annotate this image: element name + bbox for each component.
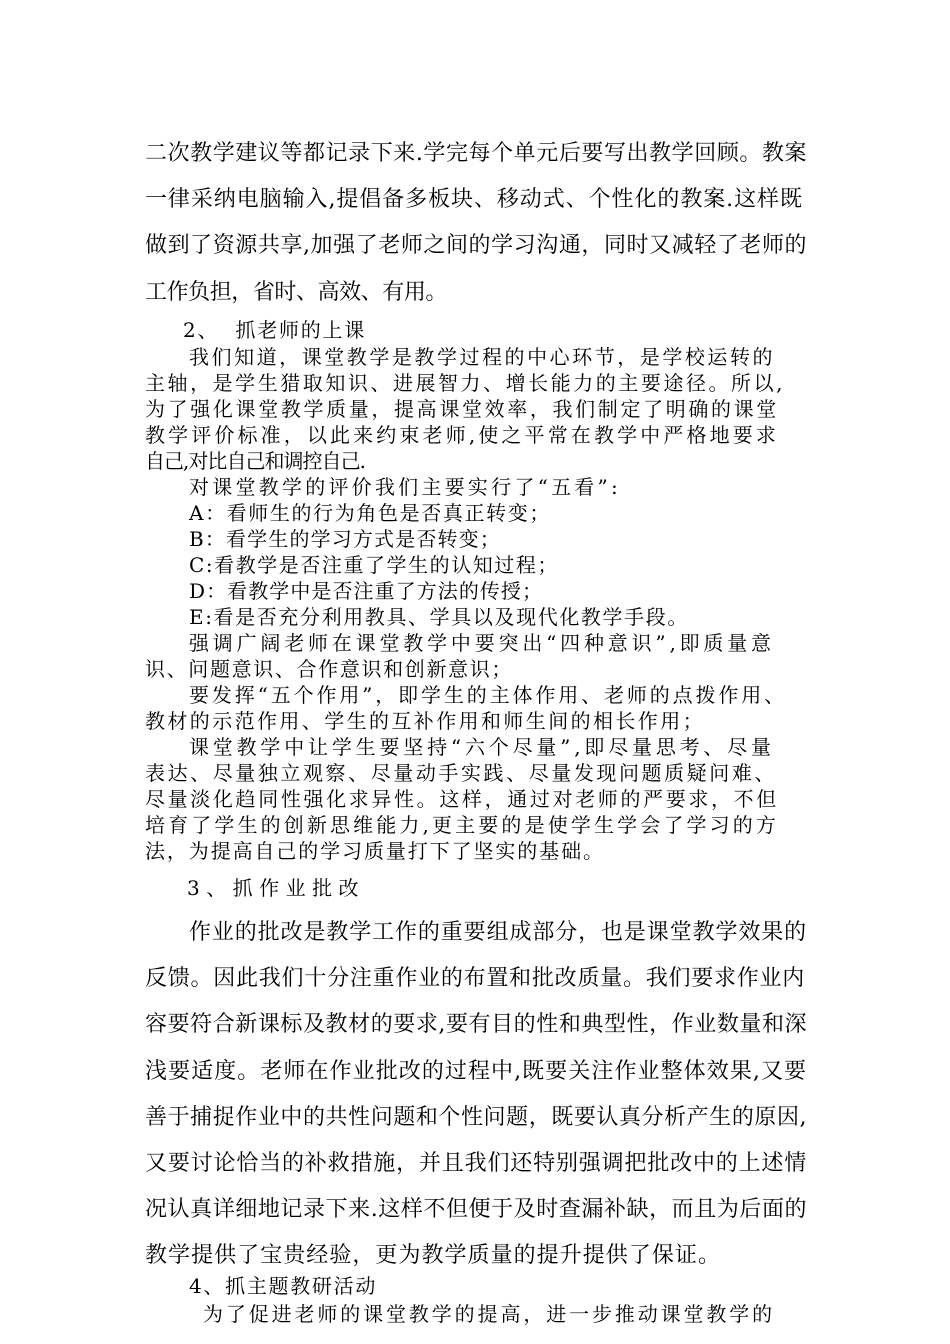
- paragraph-line: 为了促进老师的课堂教学的提高，进一步推动课堂教学的: [203, 1302, 775, 1326]
- paragraph-line: 反馈。因此我们十分注重作业的布置和批改质量。我们要求作业内: [145, 966, 806, 991]
- paragraph-line: 容要符合新课标及教材的要求,要有目的性和典型性，作业数量和深: [145, 1012, 808, 1037]
- paragraph-line: 自己,对比自己和调控自己.: [145, 449, 365, 473]
- list-item: A：看师生的行为角色是否真正转变；: [189, 501, 551, 525]
- paragraph-line: 教学评价标准，以此来约束老师,使之平常在教学中严格地要求: [145, 423, 779, 447]
- paragraph-line: 又要讨论恰当的补救措施，并且我们还特别强调把批改中的上述情: [145, 1151, 808, 1176]
- paragraph-line: 作业的批改是教学工作的重要组成部分，也是课堂教学效果的: [189, 920, 808, 945]
- list-item: C:看教学是否注重了学生的认知过程；: [189, 553, 559, 577]
- list-item: E:看是否充分利用教具、学具以及现代化教学手段。: [189, 605, 689, 629]
- list-item: B：看学生的学习方式是否转变；: [189, 527, 501, 551]
- paragraph-line: 教学提供了宝贵经验，更为教学质量的提升提供了保证。: [145, 1243, 722, 1268]
- section-heading: 2、 抓老师的上课: [183, 318, 366, 342]
- paragraph-line: 课堂教学中让学生要坚持“六个尽量”,即尽量思考、尽量: [189, 735, 775, 759]
- paragraph-line: 强调广阔老师在课堂教学中要突出“四种意识”,即质量意: [189, 631, 775, 655]
- paragraph-line: 为了强化课堂教学质量，提高课堂效率，我们制定了明确的课堂: [145, 397, 779, 421]
- paragraph-line: 识、问题意识、合作意识和创新意识；: [145, 657, 514, 681]
- section-heading: 4、抓主题教研活动: [189, 1274, 378, 1298]
- paragraph-line: 法，为提高自己的学习质量打下了坚实的基础。: [145, 839, 605, 863]
- list-item: D：看教学中是否注重了方法的传授；: [189, 579, 544, 603]
- paragraph-line: 工作负担，省时、高效、有用。: [145, 280, 447, 305]
- paragraph-line: 要发挥“五个作用”，即学生的主体作用、老师的点拨作用、: [189, 683, 787, 707]
- paragraph-line: 主轴，是学生猎取知识、进展智力、增长能力的主要途径。所以,: [145, 371, 786, 395]
- paragraph-line: 浅要适度。老师在作业批改的过程中,既要关注作业整体效果,又要: [145, 1059, 808, 1084]
- paragraph-line: 况认真详细地记录下来.这样不但便于及时查漏补缺，而且为后面的: [145, 1197, 808, 1222]
- paragraph-line: 做到了资源共享,加强了老师之间的学习沟通，同时又减轻了老师的: [145, 233, 808, 258]
- paragraph-line: 二次教学建议等都记录下来.学完每个单元后要写出教学回顾。教案: [145, 141, 808, 166]
- paragraph-line: 对课堂教学的评价我们主要实行了“五看”:: [189, 475, 621, 499]
- paragraph-line: 善于捕捉作业中的共性问题和个性问题，既要认真分析产生的原因,: [145, 1105, 808, 1130]
- section-heading: 3、抓作业批改: [187, 876, 366, 900]
- paragraph-line: 教材的示范作用、学生的互补作用和师生间的相长作用；: [145, 709, 705, 733]
- paragraph-line: 一律采纳电脑输入,提倡备多板块、移动式、个性化的教案.这样既: [145, 187, 803, 212]
- paragraph-line: 表达、尽量独立观察、尽量动手实践、尽量发现问题质疑问难、: [145, 761, 777, 785]
- paragraph-line: 培育了学生的创新思维能力,更主要的是使学生学会了学习的方: [145, 813, 779, 837]
- paragraph-line: 尽量淡化趋同性强化求异性。这样，通过对老师的严要求，不但: [145, 787, 779, 811]
- paragraph-line: 我们知道，课堂教学是教学过程的中心环节，是学校运转的: [189, 345, 776, 369]
